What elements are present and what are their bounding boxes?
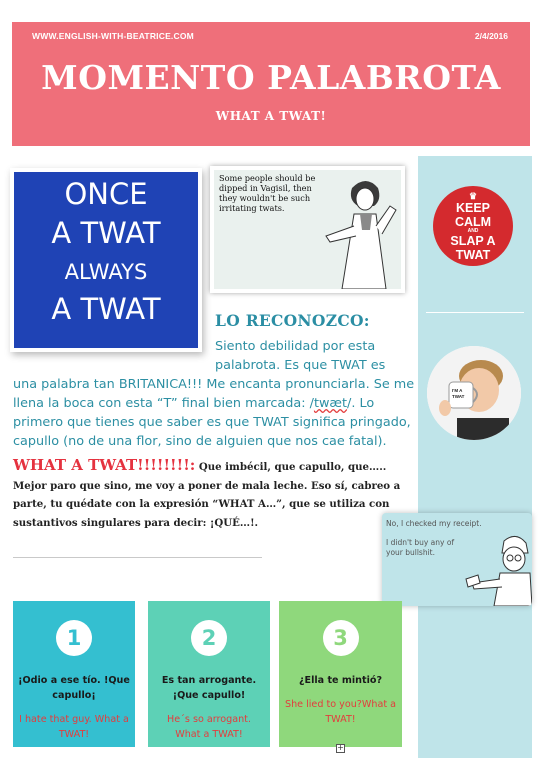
card-spanish-text: ¿Ella te mintió? xyxy=(298,675,383,686)
nurse-illustration xyxy=(382,513,532,606)
example-card-2 xyxy=(148,601,270,747)
paragraph-line: Siento debilidad por esta xyxy=(215,339,376,354)
card-number-badge: 3 xyxy=(323,620,359,656)
plus-square-icon[interactable]: + xyxy=(337,743,344,752)
keep-calm-line: CALM xyxy=(454,214,492,229)
mug-label-line: I'M A xyxy=(452,388,463,393)
card-english-text: I hate that guy. What a TWAT! xyxy=(19,714,129,740)
paragraph-line: palabrota. Es que TWAT es xyxy=(215,358,386,373)
keep-calm-line: TWAT xyxy=(455,247,491,262)
paragraph-line: capullo (no de una flor, sino de alguien que nos cae fatal). xyxy=(13,434,387,449)
card-number-badge: 2 xyxy=(191,620,227,656)
page-subtitle: WHAT A TWAT! xyxy=(215,109,327,123)
header-banner xyxy=(12,22,530,146)
what-a-twat-paragraph xyxy=(13,456,403,532)
poster-line: ONCE xyxy=(64,177,148,211)
keep-calm-line: SLAP A xyxy=(450,234,496,248)
poster-line: A TWAT xyxy=(51,292,161,326)
example-card-1 xyxy=(13,601,135,747)
card-number-badge: 1 xyxy=(56,620,92,656)
page-title: MOMENTO PALABROTA xyxy=(41,58,501,97)
meme-caption: No, I checked my receipt. xyxy=(386,519,482,528)
paragraph-line: primero que tienes que saber es que TWAT significa pringado, xyxy=(13,415,411,430)
paragraph-text: llena la boca con esta “T” final bien marcada: / xyxy=(13,396,314,411)
meme-background xyxy=(214,170,401,289)
section-divider xyxy=(13,557,262,558)
sidebar-divider xyxy=(426,312,524,313)
meme-caption: I didn't buy any of your bullshit. xyxy=(386,538,455,557)
keep-calm-line: KEEP xyxy=(455,201,491,215)
keep-calm-line: AND xyxy=(467,228,479,234)
paragraph-text: /. Lo xyxy=(347,396,375,411)
ipa-transcription: twæt xyxy=(313,396,348,411)
paragraph-line xyxy=(13,394,374,413)
mug-label-line: TWAT xyxy=(452,394,465,399)
example-card-3 xyxy=(279,601,402,747)
crown-icon: ♛ xyxy=(468,191,478,201)
site-url[interactable]: WWW.ENGLISH-WITH-BEATRICE.COM xyxy=(32,31,194,41)
man-with-mug-image xyxy=(427,346,521,440)
what-a-twat-lead: WHAT A TWAT!!!!!!!!: xyxy=(13,456,196,474)
keep-calm-badge xyxy=(433,186,513,266)
paragraph-body: Que imbécil, que capullo, que….. Mejor paro que sino, me voy a poner de mala leche. Eso sí, cabreo a parte, tu quédate con la expresión “WHAT A…”, que se utiliza con sustantivos singulares para decir: ¡QUÉ…!. xyxy=(13,461,401,529)
poster-line: A TWAT xyxy=(51,216,161,250)
poster-line: ALWAYS xyxy=(64,260,148,284)
once-a-twat-poster xyxy=(14,172,198,348)
section-heading: LO RECONOZCO: xyxy=(215,311,370,330)
card-english-text: He´s so arrogant. What a TWAT! xyxy=(167,714,251,740)
vagisil-meme-card xyxy=(210,166,405,293)
meme-caption: Some people should be dipped in Vagisil, then they wouldn't be such irritating twats. xyxy=(219,173,316,213)
woman-illustration xyxy=(214,170,401,289)
card-spanish-text: ¡Odio a ese tío. !Que capullo¡ xyxy=(18,675,130,701)
man-illustration xyxy=(427,346,521,440)
paragraph-line: una palabra tan BRITANICA!!! Me encanta pronunciarla. Se me xyxy=(13,377,415,392)
issue-date: 2/4/2016 xyxy=(474,31,508,41)
receipt-meme-card xyxy=(382,513,532,606)
card-english-text: She lied to you?What a TWAT! xyxy=(284,699,397,725)
card-spanish-text: Es tan arrogante. ¡Que capullo! xyxy=(161,675,257,701)
